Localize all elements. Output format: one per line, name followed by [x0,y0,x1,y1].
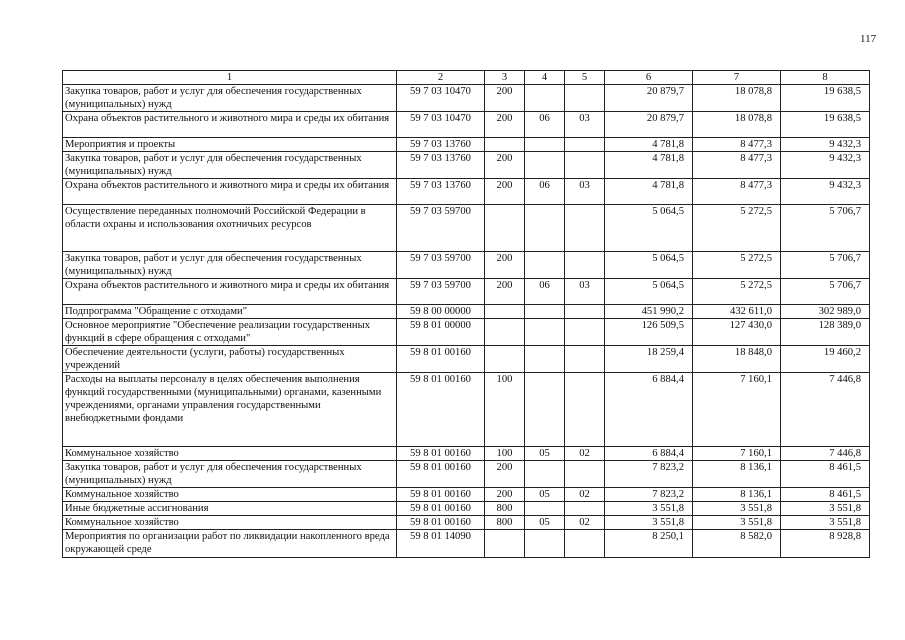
row-name: Расходы на выплаты персоналу в целях обеспечения выполнения функций государственными (муниципальными) органами, казенными учреждениями, органами управления государственными внебюджетными фондами [63,373,397,447]
row-name: Охрана объектов растительного и животного мира и среды их обитания [63,279,397,305]
row-name: Коммунальное хозяйство [63,447,397,461]
amount-year-2: 8 477,3 [693,152,781,179]
amount-year-1: 5 064,5 [605,205,693,252]
amount-year-3: 302 989,0 [781,305,870,319]
column-header: 8 [781,71,870,85]
amount-year-2: 7 160,1 [693,373,781,447]
section: 06 [525,279,565,305]
row-name: Закупка товаров, работ и услуг для обеспечения государственных (муниципальных) нужд [63,252,397,279]
column-header: 7 [693,71,781,85]
expense-type: 200 [485,179,525,205]
subsection: 02 [565,488,605,502]
target-code: 59 8 01 00160 [397,346,485,373]
page-number: 117 [860,33,877,45]
target-code: 59 7 03 13760 [397,179,485,205]
amount-year-2: 8 477,3 [693,179,781,205]
table-row [63,279,870,305]
amount-year-1: 451 990,2 [605,305,693,319]
amount-year-2: 18 078,8 [693,112,781,138]
amount-year-3: 8 461,5 [781,488,870,502]
expense-type [485,530,525,558]
amount-year-2: 8 582,0 [693,530,781,558]
row-name: Подпрограмма "Обращение с отходами" [63,305,397,319]
table-row [63,152,870,179]
section: 06 [525,179,565,205]
target-code: 59 8 00 00000 [397,305,485,319]
section [525,461,565,488]
amount-year-3: 128 389,0 [781,319,870,346]
subsection [565,205,605,252]
table-row [63,488,870,502]
row-name: Осуществление переданных полномочий Российской Федерации в области охраны и использования охотничьих ресурсов [63,205,397,252]
subsection: 03 [565,179,605,205]
amount-year-2: 3 551,8 [693,516,781,530]
section [525,85,565,112]
column-header: 5 [565,71,605,85]
amount-year-3: 5 706,7 [781,252,870,279]
expense-type: 800 [485,502,525,516]
expense-type: 800 [485,516,525,530]
amount-year-1: 4 781,8 [605,179,693,205]
amount-year-3: 9 432,3 [781,152,870,179]
subsection [565,319,605,346]
subsection [565,152,605,179]
amount-year-1: 5 064,5 [605,252,693,279]
expense-type [485,205,525,252]
expense-type [485,346,525,373]
target-code: 59 7 03 10470 [397,85,485,112]
table-row [63,138,870,152]
row-name: Мероприятия и проекты [63,138,397,152]
amount-year-3: 3 551,8 [781,516,870,530]
section [525,138,565,152]
expense-type: 200 [485,85,525,112]
subsection [565,252,605,279]
section [525,530,565,558]
table-row [63,305,870,319]
amount-year-1: 18 259,4 [605,346,693,373]
amount-year-1: 4 781,8 [605,138,693,152]
table-row [63,516,870,530]
table-row [63,252,870,279]
amount-year-3: 3 551,8 [781,502,870,516]
section [525,319,565,346]
expense-type [485,305,525,319]
amount-year-1: 7 823,2 [605,461,693,488]
section [525,252,565,279]
expense-type: 200 [485,488,525,502]
table-row [63,112,870,138]
column-header: 6 [605,71,693,85]
subsection: 02 [565,447,605,461]
target-code: 59 8 01 00160 [397,447,485,461]
section: 05 [525,488,565,502]
amount-year-3: 19 460,2 [781,346,870,373]
amount-year-1: 6 884,4 [605,447,693,461]
section [525,305,565,319]
expense-type: 200 [485,461,525,488]
target-code: 59 8 01 00160 [397,516,485,530]
row-name: Обеспечение деятельности (услуги, работы) государственных учреждений [63,346,397,373]
amount-year-2: 5 272,5 [693,252,781,279]
subsection: 02 [565,516,605,530]
section: 06 [525,112,565,138]
row-name: Закупка товаров, работ и услуг для обеспечения государственных (муниципальных) нужд [63,85,397,112]
amount-year-2: 7 160,1 [693,447,781,461]
target-code: 59 8 01 00000 [397,319,485,346]
amount-year-2: 18 078,8 [693,85,781,112]
table-row [63,502,870,516]
amount-year-3: 7 446,8 [781,447,870,461]
target-code: 59 7 03 13760 [397,138,485,152]
expense-type: 200 [485,152,525,179]
table-row [63,530,870,558]
table-row [63,179,870,205]
budget-table [62,70,870,558]
expense-type: 200 [485,112,525,138]
table-row [63,205,870,252]
column-header: 3 [485,71,525,85]
section: 05 [525,516,565,530]
section [525,205,565,252]
column-header: 2 [397,71,485,85]
row-name: Закупка товаров, работ и услуг для обеспечения государственных (муниципальных) нужд [63,461,397,488]
amount-year-2: 3 551,8 [693,502,781,516]
section [525,373,565,447]
target-code: 59 8 01 00160 [397,373,485,447]
row-name: Охрана объектов растительного и животного мира и среды их обитания [63,179,397,205]
expense-type: 100 [485,373,525,447]
amount-year-3: 19 638,5 [781,85,870,112]
table-row [63,85,870,112]
amount-year-1: 20 879,7 [605,85,693,112]
target-code: 59 8 01 14090 [397,530,485,558]
amount-year-2: 8 136,1 [693,461,781,488]
amount-year-1: 126 509,5 [605,319,693,346]
subsection [565,373,605,447]
expense-type: 200 [485,279,525,305]
amount-year-3: 9 432,3 [781,138,870,152]
amount-year-3: 5 706,7 [781,279,870,305]
row-name: Основное мероприятие "Обеспечение реализации государственных функций в сфере обращения с отходами" [63,319,397,346]
section [525,502,565,516]
expense-type [485,138,525,152]
amount-year-3: 7 446,8 [781,373,870,447]
subsection: 03 [565,279,605,305]
amount-year-1: 20 879,7 [605,112,693,138]
subsection [565,138,605,152]
amount-year-2: 5 272,5 [693,279,781,305]
expense-type [485,319,525,346]
column-header: 1 [63,71,397,85]
table-row [63,461,870,488]
amount-year-1: 4 781,8 [605,152,693,179]
target-code: 59 8 01 00160 [397,461,485,488]
target-code: 59 7 03 13760 [397,152,485,179]
amount-year-1: 8 250,1 [605,530,693,558]
row-name: Коммунальное хозяйство [63,516,397,530]
subsection [565,461,605,488]
amount-year-2: 127 430,0 [693,319,781,346]
target-code: 59 7 03 59700 [397,205,485,252]
target-code: 59 7 03 59700 [397,252,485,279]
target-code: 59 7 03 59700 [397,279,485,305]
amount-year-3: 5 706,7 [781,205,870,252]
amount-year-2: 432 611,0 [693,305,781,319]
subsection [565,85,605,112]
subsection [565,502,605,516]
amount-year-1: 5 064,5 [605,279,693,305]
amount-year-1: 6 884,4 [605,373,693,447]
row-name: Мероприятия по организации работ по ликвидации накопленного вреда окружающей среде [63,530,397,558]
expense-type: 200 [485,252,525,279]
column-header: 4 [525,71,565,85]
row-name: Коммунальное хозяйство [63,488,397,502]
subsection: 03 [565,112,605,138]
row-name: Охрана объектов растительного и животного мира и среды их обитания [63,112,397,138]
expense-type: 100 [485,447,525,461]
section [525,152,565,179]
amount-year-2: 8 477,3 [693,138,781,152]
section: 05 [525,447,565,461]
table-row [63,346,870,373]
amount-year-2: 8 136,1 [693,488,781,502]
amount-year-3: 19 638,5 [781,112,870,138]
table-row [63,373,870,447]
subsection [565,305,605,319]
amount-year-1: 3 551,8 [605,502,693,516]
target-code: 59 8 01 00160 [397,502,485,516]
table-row [63,319,870,346]
header-row [63,71,870,85]
target-code: 59 7 03 10470 [397,112,485,138]
section [525,346,565,373]
target-code: 59 8 01 00160 [397,488,485,502]
amount-year-3: 8 928,8 [781,530,870,558]
subsection [565,530,605,558]
amount-year-3: 9 432,3 [781,179,870,205]
amount-year-2: 18 848,0 [693,346,781,373]
amount-year-1: 7 823,2 [605,488,693,502]
row-name: Иные бюджетные ассигнования [63,502,397,516]
subsection [565,346,605,373]
amount-year-2: 5 272,5 [693,205,781,252]
amount-year-3: 8 461,5 [781,461,870,488]
table-row [63,447,870,461]
amount-year-1: 3 551,8 [605,516,693,530]
row-name: Закупка товаров, работ и услуг для обеспечения государственных (муниципальных) нужд [63,152,397,179]
